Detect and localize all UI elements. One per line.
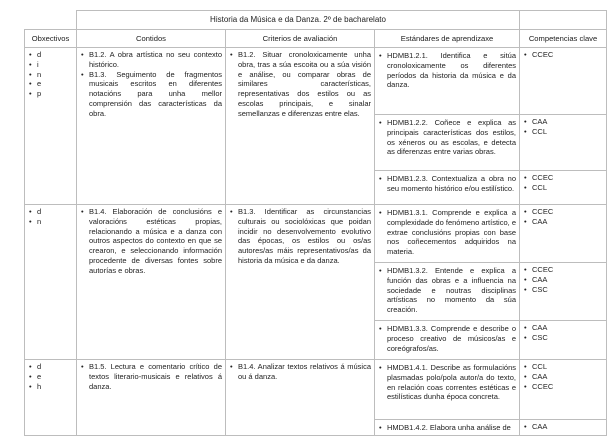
competence-item: • CAA <box>523 422 603 432</box>
criteria-cell <box>226 48 375 205</box>
competence-item: • CCEC <box>523 382 603 392</box>
competence-item: • CAA <box>523 275 603 285</box>
header-competences: Competencias clave <box>520 30 607 48</box>
objectives-cell <box>25 360 77 436</box>
content-item: • B1.3. Seguimento de fragmentos musicais escritos en diferentes notacións para unha mellor comprensión das características da obra. <box>80 70 222 119</box>
competences-cell <box>520 263 607 321</box>
criterion-item: • B1.4. Analizar textos relativos á música ou á danza. <box>229 362 371 382</box>
contents-cell <box>77 360 226 436</box>
table-row <box>25 48 607 115</box>
objective-item: • d <box>28 362 73 372</box>
table-row <box>25 360 607 420</box>
header-standards: Estándares de aprendizaxe <box>375 30 520 48</box>
competences-cell <box>520 48 607 115</box>
competence-item: • CAA <box>523 217 603 227</box>
competence-item: • CCL <box>523 183 603 193</box>
header-criteria: Criterios de avaliación <box>226 30 375 48</box>
objective-item: • d <box>28 207 73 217</box>
standard-item: • HMDB1.4.2. Elabora unha análise de <box>378 423 516 433</box>
standard-item: • HDMB1.2.3. Contextualiza a obra no seu momento histórico e/ou estilístico. <box>378 174 516 194</box>
standard-cell <box>375 115 520 171</box>
title-spacer <box>25 11 77 30</box>
header-row <box>25 30 607 48</box>
competence-item: • CCEC <box>523 207 603 217</box>
objective-item: • e <box>28 79 73 89</box>
criterion-item: • B1.3. Identificar as circunstancias culturais ou sociolóxicas que poidan incidir no desenvolvemento evolutivo das épocas, os estilos ou os/as autores/as máis representativos/as da historia da música e da danza. <box>229 207 371 266</box>
standard-cell <box>375 171 520 205</box>
objective-item: • n <box>28 217 73 227</box>
competences-cell <box>520 360 607 420</box>
curriculum-table <box>24 10 607 436</box>
competence-item: • CCEC <box>523 173 603 183</box>
standard-cell <box>375 360 520 420</box>
objective-item: • p <box>28 89 73 99</box>
standard-item: • HMDB1.4.1. Describe as formulacións plasmadas polo/pola autor/a do texto, en relación coas correntes estéticas e estilísticas dunha época concreta. <box>378 363 516 402</box>
competence-item: • CSC <box>523 285 603 295</box>
title-row <box>25 11 607 30</box>
objective-item: • d <box>28 50 73 60</box>
table-row <box>25 205 607 263</box>
objective-item: • e <box>28 372 73 382</box>
contents-cell <box>77 48 226 205</box>
content-item: • B1.4. Elaboración de conclusións e valoracións estéticas propias, relacionando a música e a danza con outros aspectos do contexto en que se crearon, e seleccionando información procedente de diversas fontes sobre autorías e obras. <box>80 207 222 276</box>
competences-cell <box>520 205 607 263</box>
standard-cell <box>375 48 520 115</box>
content-item: • B1.2. A obra artística no seu contexto histórico. <box>80 50 222 70</box>
contents-cell <box>77 205 226 360</box>
competences-cell <box>520 171 607 205</box>
objective-item: • i <box>28 60 73 70</box>
objectives-cell <box>25 48 77 205</box>
standard-cell <box>375 263 520 321</box>
competences-cell <box>520 420 607 436</box>
competences-cell <box>520 115 607 171</box>
objective-item: • h <box>28 382 73 392</box>
competence-item: • CCL <box>523 127 603 137</box>
table-title: Historia da Música e da Danza. 2º de bacharelato <box>77 11 520 30</box>
competence-item: • CSC <box>523 333 603 343</box>
competence-item: • CCEC <box>523 50 603 60</box>
criterion-item: • B1.2. Situar cronoloxicamente unha obra, tras a súa escoita ou a súa visión e análise, ou comparar obras de similares características, representativas dos estilos ou as escolas principais, e sinalar semellanzas e diferenzas entre elas. <box>229 50 371 119</box>
competence-item: • CAA <box>523 372 603 382</box>
competence-item: • CAA <box>523 117 603 127</box>
standard-item: • HDMB1.3.1. Comprende e explica a complexidade do fenómeno artístico, e extrae conclusións propias con base nos coñecementos adquiridos na materia. <box>378 208 516 257</box>
competences-cell <box>520 321 607 360</box>
standard-cell <box>375 420 520 436</box>
standard-item: • HDMB1.3.2. Entende e explica a función das obras e a influencia na sociedade e noutras disciplinas artísticas no momento da súa creación. <box>378 266 516 315</box>
header-contents: Contidos <box>77 30 226 48</box>
criteria-cell <box>226 205 375 360</box>
competence-item: • CCEC <box>523 265 603 275</box>
standard-item: • HDMB1.2.1. Identifica e sitúa cronoloxicamente os diferentes períodos da historia da música e da danza. <box>378 51 516 90</box>
content-item: • B1.5. Lectura e comentario crítico de textos literario-musicais e relativos á danza. <box>80 362 222 391</box>
criteria-cell <box>226 360 375 436</box>
objectives-cell <box>25 205 77 360</box>
standard-item: • HDMB1.2.2. Coñece e explica as principais características dos estilos, os xéneros ou as escolas, e detecta as diferenzas entre varias obras. <box>378 118 516 157</box>
objective-item: • n <box>28 70 73 80</box>
standard-item: • HDMB1.3.3. Comprende e describe o proceso creativo de músicos/as e coreógrafos/as. <box>378 324 516 353</box>
standard-cell <box>375 205 520 263</box>
competence-item: • CCL <box>523 362 603 372</box>
competence-item: • CAA <box>523 323 603 333</box>
title-spacer-right <box>520 11 607 30</box>
header-objectives: Obxectivos <box>25 30 77 48</box>
standard-cell <box>375 321 520 360</box>
